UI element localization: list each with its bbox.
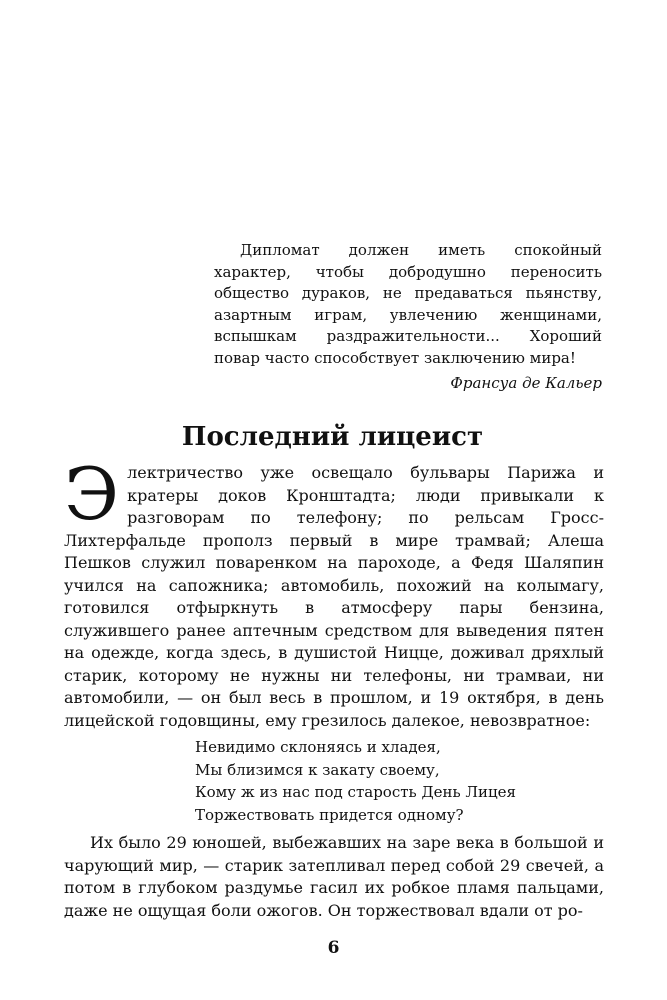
verse-line: Невидимо склоняясь и хладея, xyxy=(195,738,441,756)
paragraph-2-text: Их было 29 юношей, выбежавших на заре века в большой и чарующий мир, — старик затепливал перед собой 29 свечей, а потом в глубоком раздумье гасил их робкое пламя пальцами, даже не ощущая боли ожогов. Он торжествовал вдали от ро- xyxy=(64,833,604,920)
epigraph-author: Франсуа де Кальер xyxy=(450,374,602,392)
paragraph-1 xyxy=(64,452,604,732)
drop-cap: Э xyxy=(64,452,120,536)
paragraph-1-text: лектричество уже освещало бульвары Парижа и кратеры доков Кронштадта; люди привыкали к разговорам по телефону; по рельсам Гросс-Лихтерфальде прополз первый в мире трамвай; Алеша Пешков служил поваренком на пароходе, а Федя Шаляпин учился на сапожника; автомобиль, похожий на колымагу, готовился отфыркнуть в атмосферу пары бензина, служившего ранее аптечным средством для выведения пятен на одежде, когда здесь, в душистой Ницце, доживал дряхлый старик, которому не нужны ни телефоны, ни трамваи, ни автомобили, — он был весь в прошлом, и 19 октября, в день лицейской годовщины, ему грезилось далекое, невозвратное: xyxy=(64,463,604,730)
verse-line: Мы близимся к закату своему, xyxy=(195,760,440,779)
epigraph-text: Дипломат должен иметь спокойный характер, чтобы добродушно переносить общество дураков, не предаваться пьянству, азартным играм, увлечению женщинами, вспышкам раздражительности... Хороший повар часто способствует заключению мира! xyxy=(214,241,602,367)
epigraph xyxy=(214,240,602,395)
page-number: 6 xyxy=(327,938,340,958)
paragraph-2 xyxy=(64,832,604,922)
verse-line: Торжествовать придется одному? xyxy=(195,805,464,824)
chapter-title: Последний лицеист xyxy=(181,422,484,452)
verse xyxy=(195,736,575,826)
verse-line: Кому ж из нас под старость День Лицея xyxy=(195,783,516,801)
